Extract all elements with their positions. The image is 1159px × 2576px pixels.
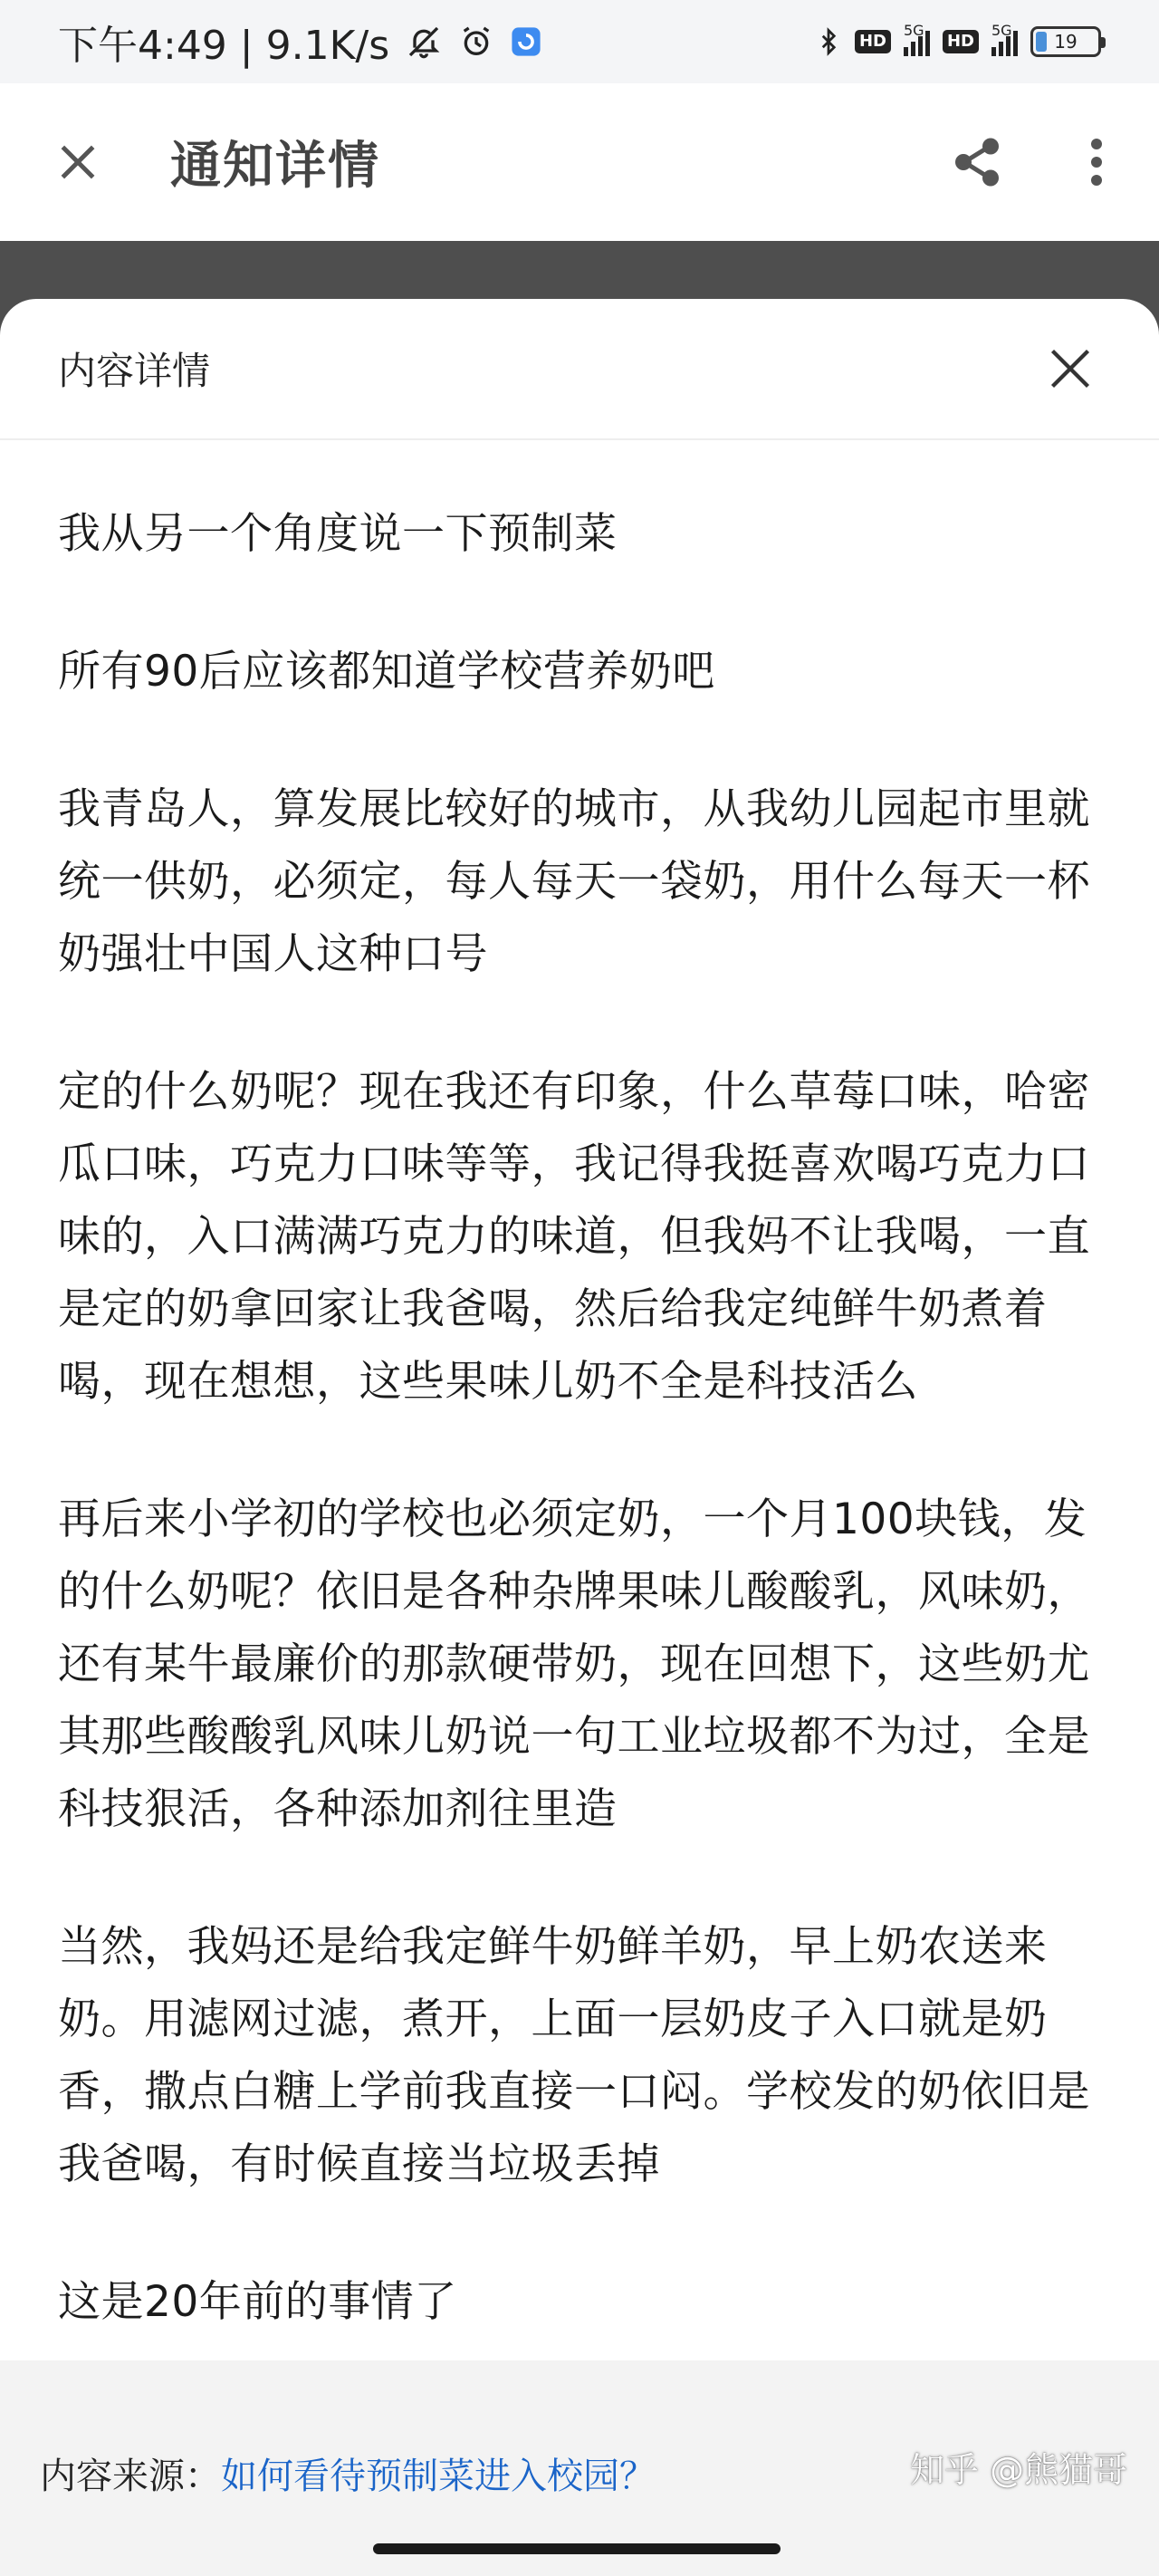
source-row	[40, 2447, 656, 2499]
share-icon	[950, 135, 1004, 189]
battery-level: 19	[1054, 31, 1078, 53]
close-icon	[55, 139, 101, 185]
bluetooth-icon	[815, 24, 842, 60]
sheet-title: 内容详情	[58, 349, 211, 393]
paragraph: 这是20年前的事情了	[58, 2277, 457, 2327]
content-body[interactable]	[58, 498, 1099, 2346]
bell-off-icon	[406, 24, 442, 60]
more-vert-icon	[1089, 135, 1104, 189]
status-time-speed: 下午4:49 | 9.1K/s	[58, 23, 390, 69]
paragraph: 当然，我妈还是给我定鲜牛奶鲜羊奶，早上奶农送来奶。用滤网过滤，煮开，上面一层奶皮子入口就是奶香，撒点白糖上学前我直接一口闷。学校发的奶依旧是我爸喝，有时候直接当垃圾丢掉	[58, 1922, 1090, 2189]
sheet-header	[0, 299, 1159, 440]
paragraph: 所有90后应该都知道学校营养奶吧	[58, 647, 715, 697]
app-notification-icon	[511, 26, 541, 57]
close-icon	[1047, 345, 1094, 392]
signal-icon: 5G	[904, 27, 930, 56]
watermark: 知乎 @熊猫哥	[910, 2450, 1128, 2490]
source-label: 内容来源：	[40, 2456, 221, 2497]
page-title: 通知详情	[170, 137, 380, 196]
paragraph: 我从另一个角度说一下预制菜	[58, 509, 618, 559]
close-button[interactable]	[51, 135, 105, 189]
battery-icon	[1030, 26, 1101, 57]
source-link[interactable]: 如何看待预制菜进入校园？	[221, 2456, 656, 2497]
app-bar	[0, 83, 1159, 241]
status-bar	[0, 0, 1159, 83]
paragraph: 我青岛人，算发展比较好的城市，从我幼儿园起市里就统一供奶，必须定，每人每天一袋奶，用什么每天一杯奶强壮中国人这种口号	[58, 784, 1090, 979]
alarm-icon	[458, 24, 494, 60]
hd-badge-2: HD	[943, 30, 979, 53]
paragraph: 定的什么奶呢？现在我还有印象，什么草莓口味，哈密瓜口味，巧克力口味等等，我记得我挺喜欢喝巧克力口味的，入口满满巧克力的味道，但我妈不让我喝，一直是定的奶拿回家让我爸喝，然后给我定纯鲜牛奶煮着喝，现在想想，这些果味儿奶不全是科技活么	[58, 1067, 1090, 1407]
paragraph: 再后来小学初的学校也必须定奶，一个月100块钱，发的什么奶呢？依旧是各种杂牌果味儿酸酸乳，风味奶，还有某牛最廉价的那款硬带奶，现在回想下，这些奶尤其那些酸酸乳风味儿奶说一句工业垃圾都不为过，全是科技狠活，各种添加剂往里造	[58, 1495, 1090, 1834]
content-detail-sheet	[0, 299, 1159, 2576]
home-indicator[interactable]	[373, 2543, 781, 2554]
status-right	[815, 24, 1101, 60]
signal-icon-2: 5G	[991, 27, 1018, 56]
more-options-button[interactable]	[1074, 132, 1119, 192]
share-button[interactable]	[947, 132, 1007, 192]
sheet-close-button[interactable]	[1041, 340, 1099, 398]
status-left	[58, 13, 541, 71]
hd-badge: HD	[855, 30, 891, 53]
